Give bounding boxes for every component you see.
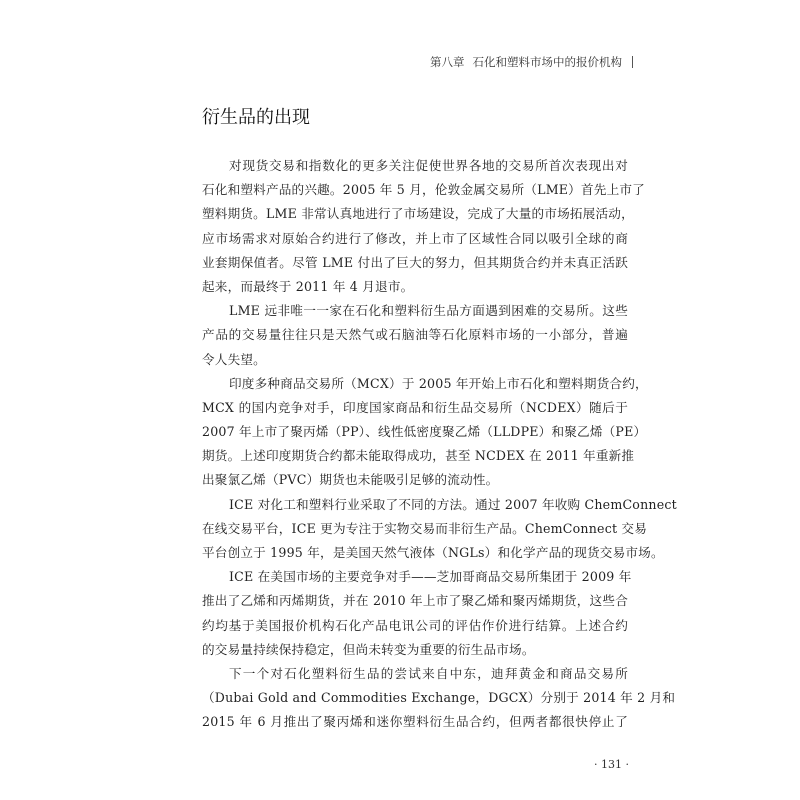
paragraph: [202, 493, 677, 566]
paragraph: [202, 662, 676, 735]
text-line: 平台创立于 1995 年，是美国天然气液体（NGLs）和化学产品的现货交易市场。: [202, 545, 664, 560]
text-line: 起来，而最终于 2011 年 4 月退市。: [202, 278, 414, 294]
text-line: LME 远非唯一一家在石化和塑料衍生品方面遇到困难的交易所。这些: [229, 303, 628, 319]
text-line: 产品的交易量往往只是天然气或石脑油等石化原料市场的一小部分，普遍: [202, 327, 628, 343]
running-header: [430, 54, 655, 70]
body-text: [202, 154, 677, 735]
text-line: 的交易量持续保持稳定，但尚未转变为重要的衍生品市场。: [202, 641, 535, 657]
text-line: 2015 年 6 月推出了聚丙烯和迷你塑料衍生品合约，但两者都很快停止了: [202, 714, 628, 730]
chapter-title: 石化和塑料市场中的报价机构: [472, 55, 622, 69]
text-line: 2007 年上市了聚丙烯（PP）、线性低密度聚乙烯（LLDPE）和聚乙烯（PE）: [202, 424, 647, 440]
chapter-label: 第八章: [430, 55, 465, 69]
text-line: 期货。上述印度期货合约都未能取得成功，甚至 NCDEX 在 2011 年重新推: [202, 448, 635, 464]
paragraph: [202, 299, 628, 372]
text-line: 塑料期货。LME 非常认真地进行了市场建设，完成了大量的市场拓展活动，: [202, 206, 634, 222]
text-line: 约均基于美国报价机构石化产品电讯公司的评估作价进行结算。上述合约: [202, 617, 628, 633]
paragraph: [202, 372, 648, 493]
text-line: 出聚氯乙烯（PVC）期货也未能吸引足够的流动性。: [202, 472, 499, 488]
paragraph: [202, 565, 632, 662]
text-line: MCX 的国内竞争对手，印度国家商品和衍生品交易所（NCDEX）随后于: [202, 399, 628, 415]
text-line: 在线交易平台，ICE 更为专注于实物交易而非衍生产品。ChemConnect 交易: [202, 520, 648, 536]
text-line: 对现货交易和指数化的更多关注促使世界各地的交易所首次表现出对: [229, 158, 628, 173]
text-line: 推出了乙烯和丙烯期货，并在 2010 年上市了聚乙烯和聚丙烯期货，这些合: [202, 593, 628, 609]
text-line: ICE 对化工和塑料行业采取了不同的方法。通过 2007 年收购 ChemConnect: [229, 496, 677, 512]
text-line: ICE 在美国市场的主要竞争对手——芝加哥商品交易所集团于 2009 年: [229, 569, 632, 585]
text-line: 业套期保值者。尽管 LME 付出了巨大的努力，但其期货合约并未真正活跃: [202, 254, 628, 270]
text-line: 印度多种商品交易所（MCX）于 2005 年开始上市石化和塑料期货合约，: [229, 375, 648, 391]
text-line: 下一个对石化塑料衍生品的尝试来自中东，迪拜黄金和商品交易所: [229, 665, 628, 681]
text-line: 应市场需求对原始合约进行了修改，并上市了区域性合同以吸引全球的商: [202, 230, 628, 246]
paragraph: [202, 154, 645, 299]
text-line: （Dubai Gold and Commodities Exchange，DGCX）分别于 2014 年 2 月和: [202, 690, 676, 706]
page-number: · 131 ·: [594, 758, 629, 771]
text-line: 石化和塑料产品的兴趣。2005 年 5 月，伦敦金属交易所（LME）首先上市了: [202, 182, 645, 198]
header-divider: [632, 56, 633, 68]
section-title: 衍生品的出现: [202, 107, 310, 128]
text-line: 令人失望。: [202, 351, 266, 367]
